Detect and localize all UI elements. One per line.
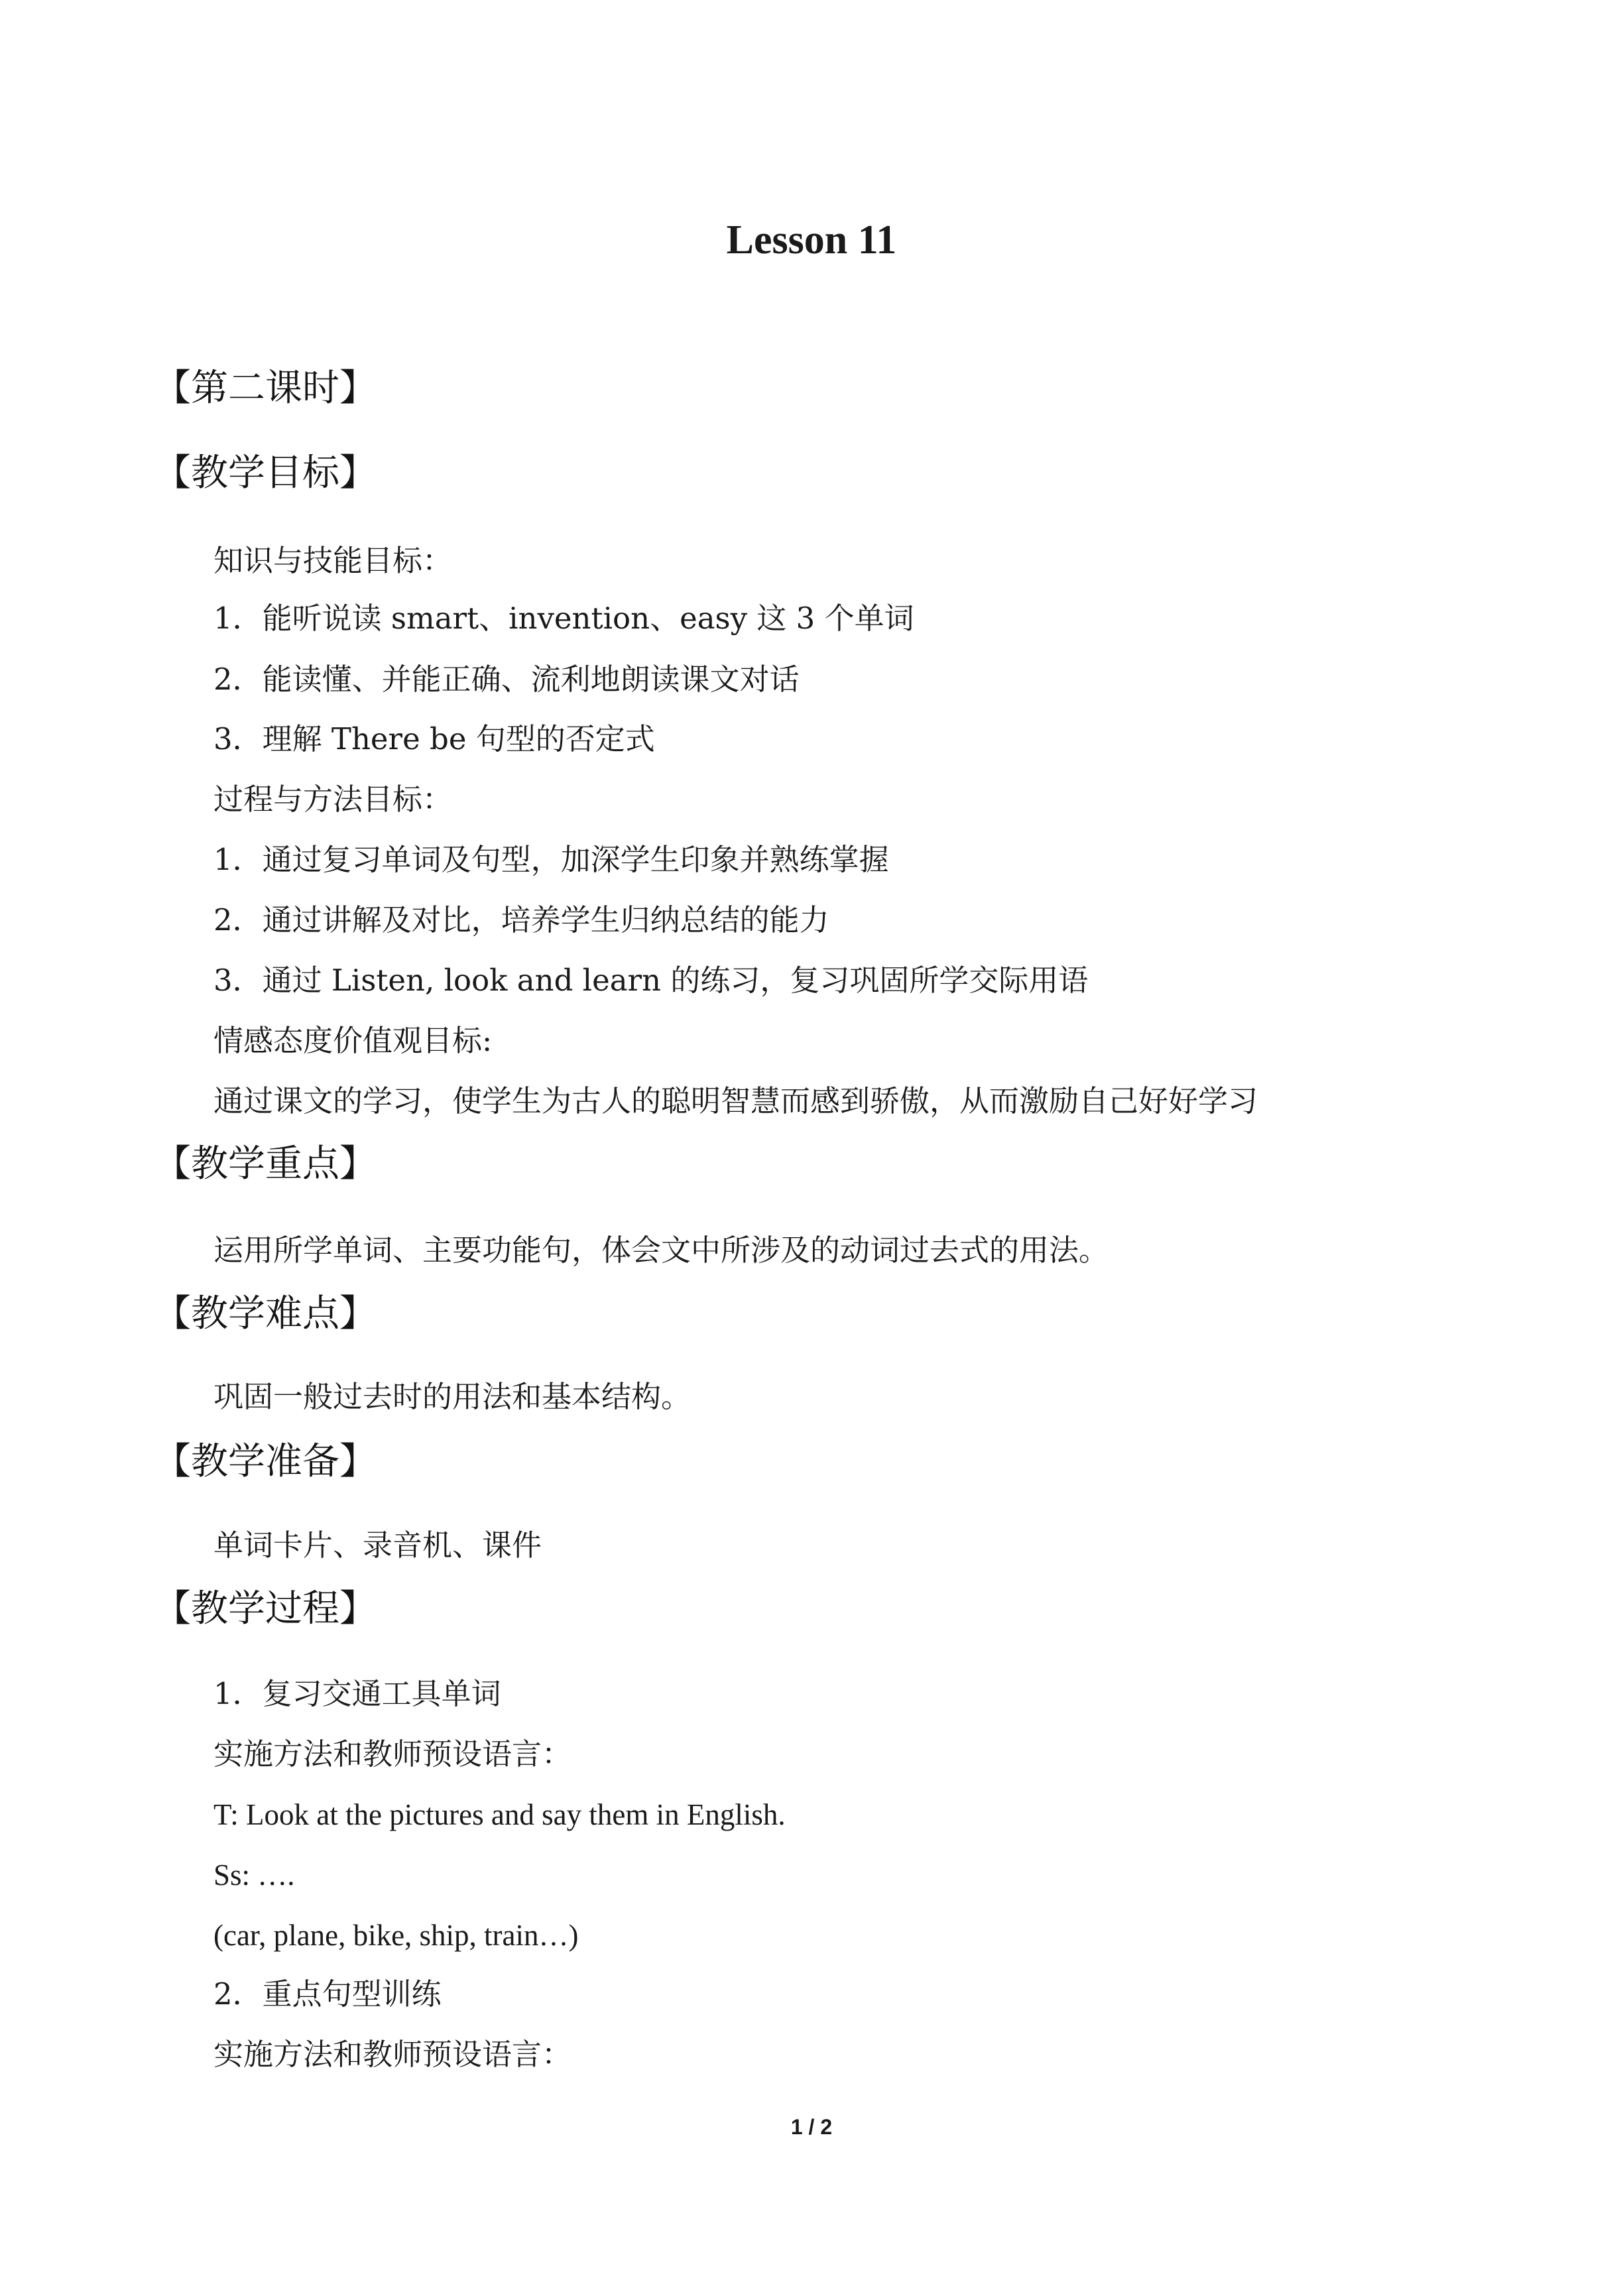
words-text: (car, plane, bike, ship, train…) [213,1919,579,1952]
section-heading-objectives: 【教学目标】 [154,452,377,495]
page-title: Lesson 11 [726,217,897,263]
process-step-1: 1．复习交通工具单词 [213,1676,501,1711]
section-heading-difficulties: 【教学难点】 [154,1292,377,1335]
section-heading-process: 【教学过程】 [154,1587,377,1630]
key-points-text: 运用所学单词、主要功能句，体会文中所涉及的动词过去式的用法。 [213,1233,1109,1268]
objectives-emotion-title: 情感态度价值观目标: [213,1023,493,1058]
process-step-1-students-line [213,1852,295,1898]
process-step-1-method: 实施方法和教师预设语言： [213,1736,572,1772]
objectives-method-item-2: 2．通过讲解及对比，培养学生归纳总结的能力 [213,902,829,937]
objectives-emotion-text: 通过课文的学习，使学生为古人的聪明智慧而感到骄傲，从而激励自己好好学习 [213,1083,1258,1118]
objectives-knowledge-title: 知识与技能目标： [213,543,453,578]
section-heading-period: 【第二课时】 [154,367,377,410]
objectives-knowledge-item-1: 1．能听说读 smart、invention、easy 这 3 个单词 [213,601,914,636]
process-step-2-method: 实施方法和教师预设语言： [213,2037,572,2072]
students-line-text: Ss: …. [213,1858,295,1892]
objectives-knowledge-item-2: 2．能读懂、并能正确、流利地朗读课文对话 [213,662,800,697]
objectives-method-item-1: 1．通过复习单词及句型，加深学生印象并熟练掌握 [213,842,889,877]
process-step-1-words [213,1912,579,1959]
objectives-method-item-3: 3．通过 Listen, look and learn 的练习，复习巩固所学交际用语 [213,963,1089,998]
section-heading-preparation: 【教学准备】 [154,1440,377,1483]
page-number: 1 / 2 [790,2115,833,2139]
objectives-method-title: 过程与方法目标： [213,782,453,817]
difficulties-text: 巩固一般过去时的用法和基本结构。 [213,1379,691,1414]
teacher-line-text: T: Look at the pictures and say them in English. [213,1798,786,1831]
section-heading-key-points: 【教学重点】 [154,1142,377,1185]
process-step-1-teacher-line [213,1791,786,1838]
process-step-2: 2．重点句型训练 [213,1976,442,2012]
preparation-text: 单词卡片、录音机、课件 [213,1528,542,1563]
objectives-knowledge-item-3: 3．理解 There be 句型的否定式 [213,721,655,756]
